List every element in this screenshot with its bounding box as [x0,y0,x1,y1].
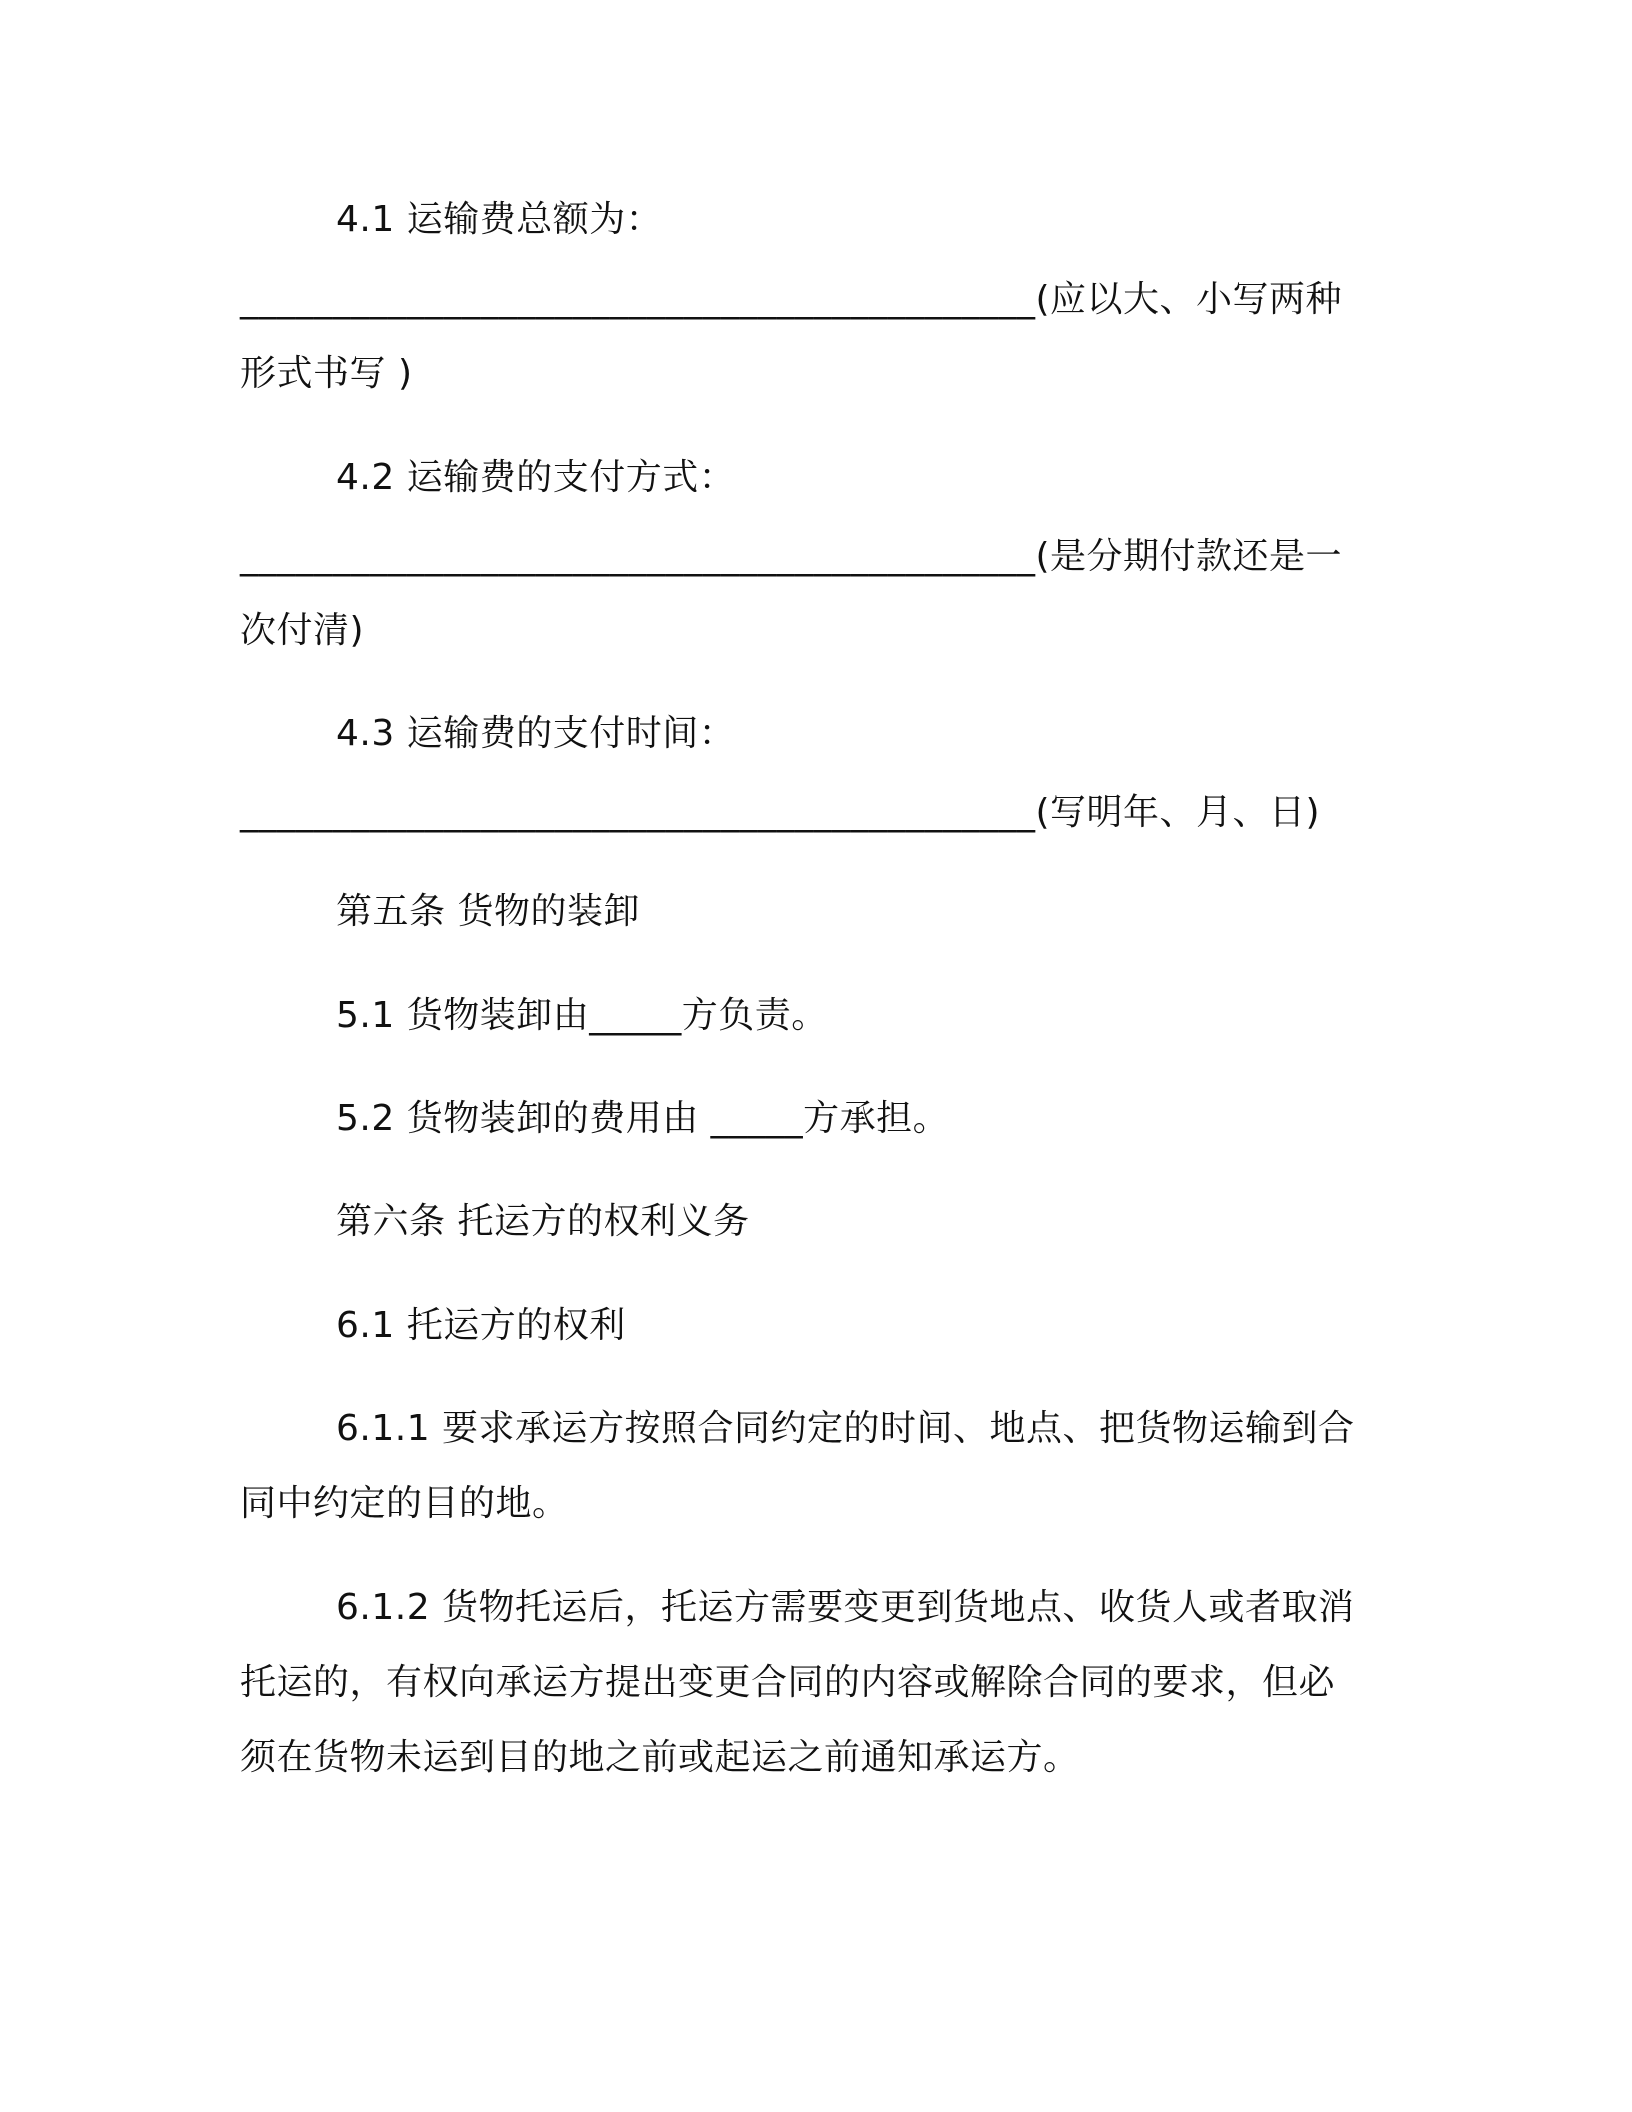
clause-6-1-1-line-2: 同中约定的目的地。 [240,1483,569,1524]
clause-4-2-note: 次付清) [240,610,365,651]
clause-4-2-heading: 4.2 运输费的支付方式： [336,457,736,498]
clause-6-1-2-line-1: 6.1.2 货物托运后，托运方需要变更到货地点、收货人或者取消 [336,1587,1355,1628]
clause-6-1-2-line-3: 须在货物未运到目的地之前或起运之前通知承运方。 [240,1737,1080,1778]
article-6-heading: 第六条 托运方的权利义务 [336,1201,750,1242]
article-5-heading: 第五条 货物的装卸 [336,891,640,932]
clause-4-3-heading: 4.3 运输费的支付时间： [336,713,736,754]
clause-6-1-1-line-1: 6.1.1 要求承运方按照合同约定的时间、地点、把货物运输到合 [336,1408,1355,1449]
clause-5-2: 5.2 货物装卸的费用由 _____方承担。 [336,1098,950,1139]
clause-4-2-blank-line: ___________________________________________(是分期付款还是一 [240,536,1343,577]
clause-5-1: 5.1 货物装卸由_____方负责。 [336,995,828,1036]
clause-4-3-blank-line: ___________________________________________(写明年、月、日) [240,792,1321,833]
clause-6-1-2-line-2: 托运的，有权向承运方提出变更合同的内容或解除合同的要求，但必 [240,1662,1336,1703]
clause-4-1-heading: 4.1 运输费总额为： [336,199,663,240]
clause-4-1-note: 形式书写 ) [240,353,413,394]
clause-6-1: 6.1 托运方的权利 [336,1305,626,1346]
clause-4-1-blank-line: ___________________________________________(应以大、小写两种 [240,279,1343,320]
